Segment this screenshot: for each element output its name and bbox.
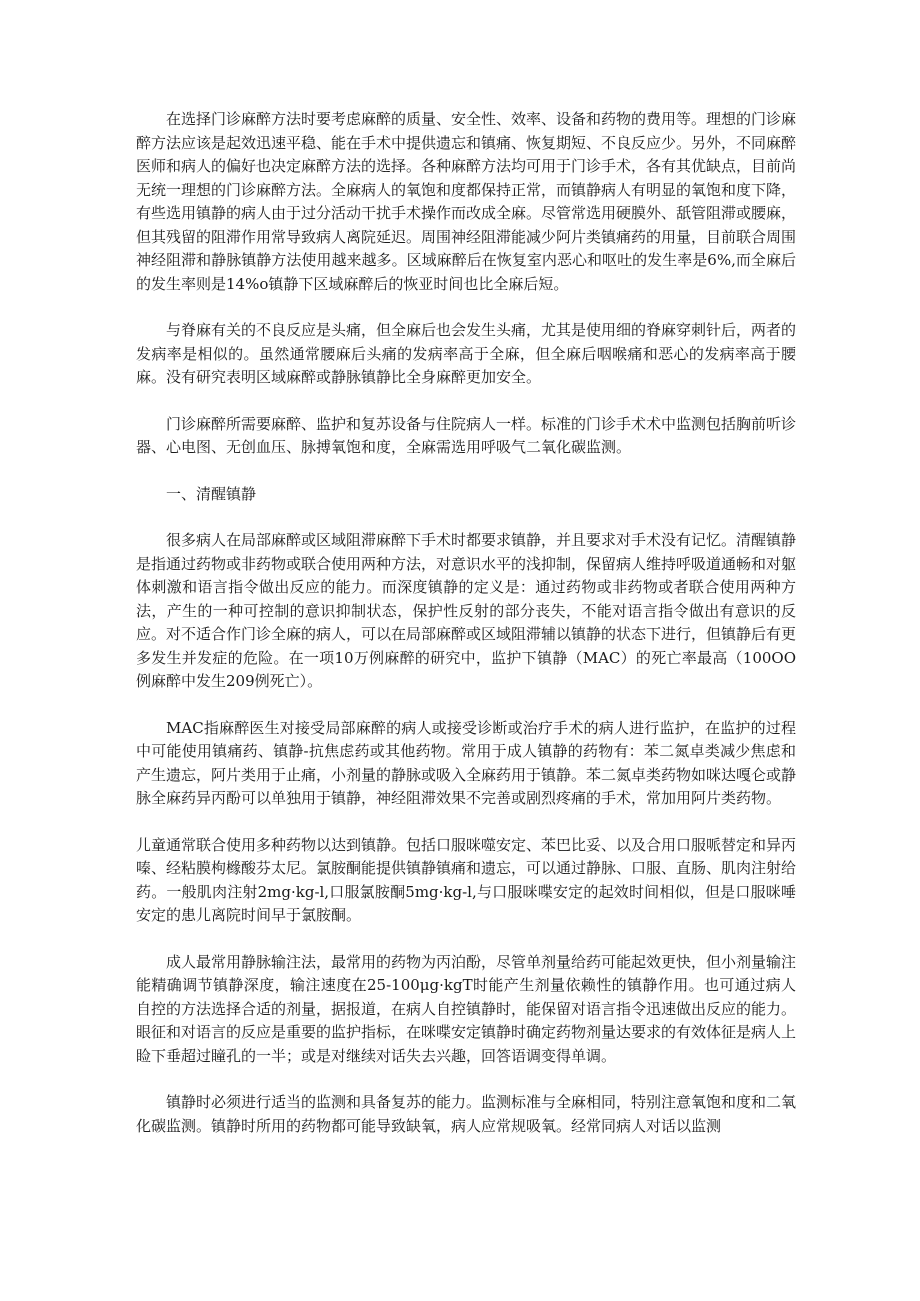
paragraph-sedation-definition: 很多病人在局部麻醉或区域阻滞麻醉下手术时都要求镇静，并且要求对手术没有记忆。清醒镇静是指通过药物或非药物或联合使用两种方法，对意识水平的浅抑制，保留病人维持呼吸道通畅和对躯体刺激和语言指令做出反应的能力。而深度镇静的定义是：通过药物或非药物或者联合使用两种方法，产生的一种可控制的意识抑制状态，保护性反射的部分丧失，不能对语言指令做出有意识的反应。对不适合作门诊全麻的病人，可以在局部麻醉或区域阻滞辅以镇静的状态下进行，但镇静后有更多发生并发症的危险。在一项10万例麻醉的研究中，监护下镇静（MAC）的死亡率最高（100OO例麻醉中发生209例死亡）。 xyxy=(136,531,797,690)
paragraph-mac-definition: MAC指麻醉医生对接受局部麻醉的病人或接受诊断或治疗手术的病人进行监护，在监护的过程中可能使用镇痛药、镇静-抗焦虑药或其他药物。常用于成人镇静的药物有：苯二氮卓类减少焦虑和产生遗忘，阿片类用于止痛，小剂量的静脉或吸入全麻药用于镇静。苯二氮卓类药物如咪达嘎仑或静脉全麻药异丙酚可以单独用于镇静，神经阻滞效果不完善或剧烈疼痛的手术，常加用阿片类药物。 xyxy=(136,718,797,807)
paragraph-pediatric-sedation: 儿童通常联合使用多种药物以达到镇静。包括口服咪噬安定、苯巴比妥、以及合用口服哌替定和异丙嗪、经粘膜枸橼酸芬太尼。氯胺酮能提供镇静镇痛和遗忘，可以通过静脉、口服、直肠、肌肉注射给药。一般肌肉注射2mg·kg-l,口服氯胺酮5mg·kg-l,与口服咪喋安定的起效时间相似，但是口服咪唾安定的患儿离院时间早于氯胺酮。 xyxy=(136,835,797,924)
paragraph-spinal-headache: 与脊麻有关的不良反应是头痛，但全麻后也会发生头痛，尤其是使用细的脊麻穿刺针后，两者的发病率是相似的。虽然通常腰麻后头痛的发病率高于全麻，但全麻后咽喉痛和恶心的发病率高于腰麻。没有研究表明区域麻醉或静脉镇静比全身麻醉更加安全。 xyxy=(136,321,797,386)
paragraph-monitoring-equipment: 门诊麻醉所需要麻醉、监护和复苏设备与住院病人一样。标准的门诊手术术中监测包括胸前听诊器、心电图、无创血压、脉搏氧饱和度，全麻需选用呼吸气二氧化碳监测。 xyxy=(136,414,797,456)
document-body xyxy=(136,108,796,1161)
paragraph-adult-infusion: 成人最常用静脉输注法，最常用的药物为丙泊酚，尽管单剂量给药可能起效更快，但小剂量输注能精确调节镇静深度，输注速度在25-100μg·kgT时能产生剂量依赖性的镇静作用。也可通过病人自控的方法选择合适的剂量，据报道，在病人自控镇静时，能保留对语言指令迅速做出反应的能力。眼征和对语言的反应是重要的监护指标，在咪喋安定镇静时确定药物剂量达要求的有效体征是病人上睑下垂超过瞳孔的一半；或是对继续对话失去兴趣，回答语调变得单调。 xyxy=(136,952,797,1065)
section-heading-conscious-sedation: 一、清醒镇静 xyxy=(166,484,257,503)
paragraph-sedation-monitoring: 镇静时必须进行适当的监测和具备复苏的能力。监测标准与全麻相同，特别注意氧饱和度和二氧化碳监测。镇静时所用的药物都可能导致缺氧，病人应常规吸氧。经常同病人对话以监测 xyxy=(136,1093,797,1135)
paragraph-anesthesia-method-selection: 在选择门诊麻醉方法时要考虑麻醉的质量、安全性、效率、设备和药物的费用等。理想的门诊麻醉方法应该是起效迅速平稳、能在手术中提供遗忘和镇痛、恢复期短、不良反应少。另外，不同麻醉医师和病人的偏好也决定麻醉方法的选择。各种麻醉方法均可用于门诊手术，各有其优缺点，目前尚无统一理想的门诊麻醉方法。全麻病人的氧饱和度都保持正常，而镇静病人有明显的氧饱和度下降，有些选用镇静的病人由于过分活动干扰手术操作而改成全麻。尽管常选用硬膜外、舐管阻滞或腰麻，但其残留的阻滞作用常导致病人离院延迟。周围神经阻滞能减少阿片类镇痛药的用量，目前联合周围神经阻滞和静脉镇静方法使用越来越多。区域麻醉后在恢复室内恶心和呕吐的发生率是6%,而全麻后的发生率则是14%o镇静下区域麻醉后的恢亚时间也比全麻后短。 xyxy=(136,110,797,293)
